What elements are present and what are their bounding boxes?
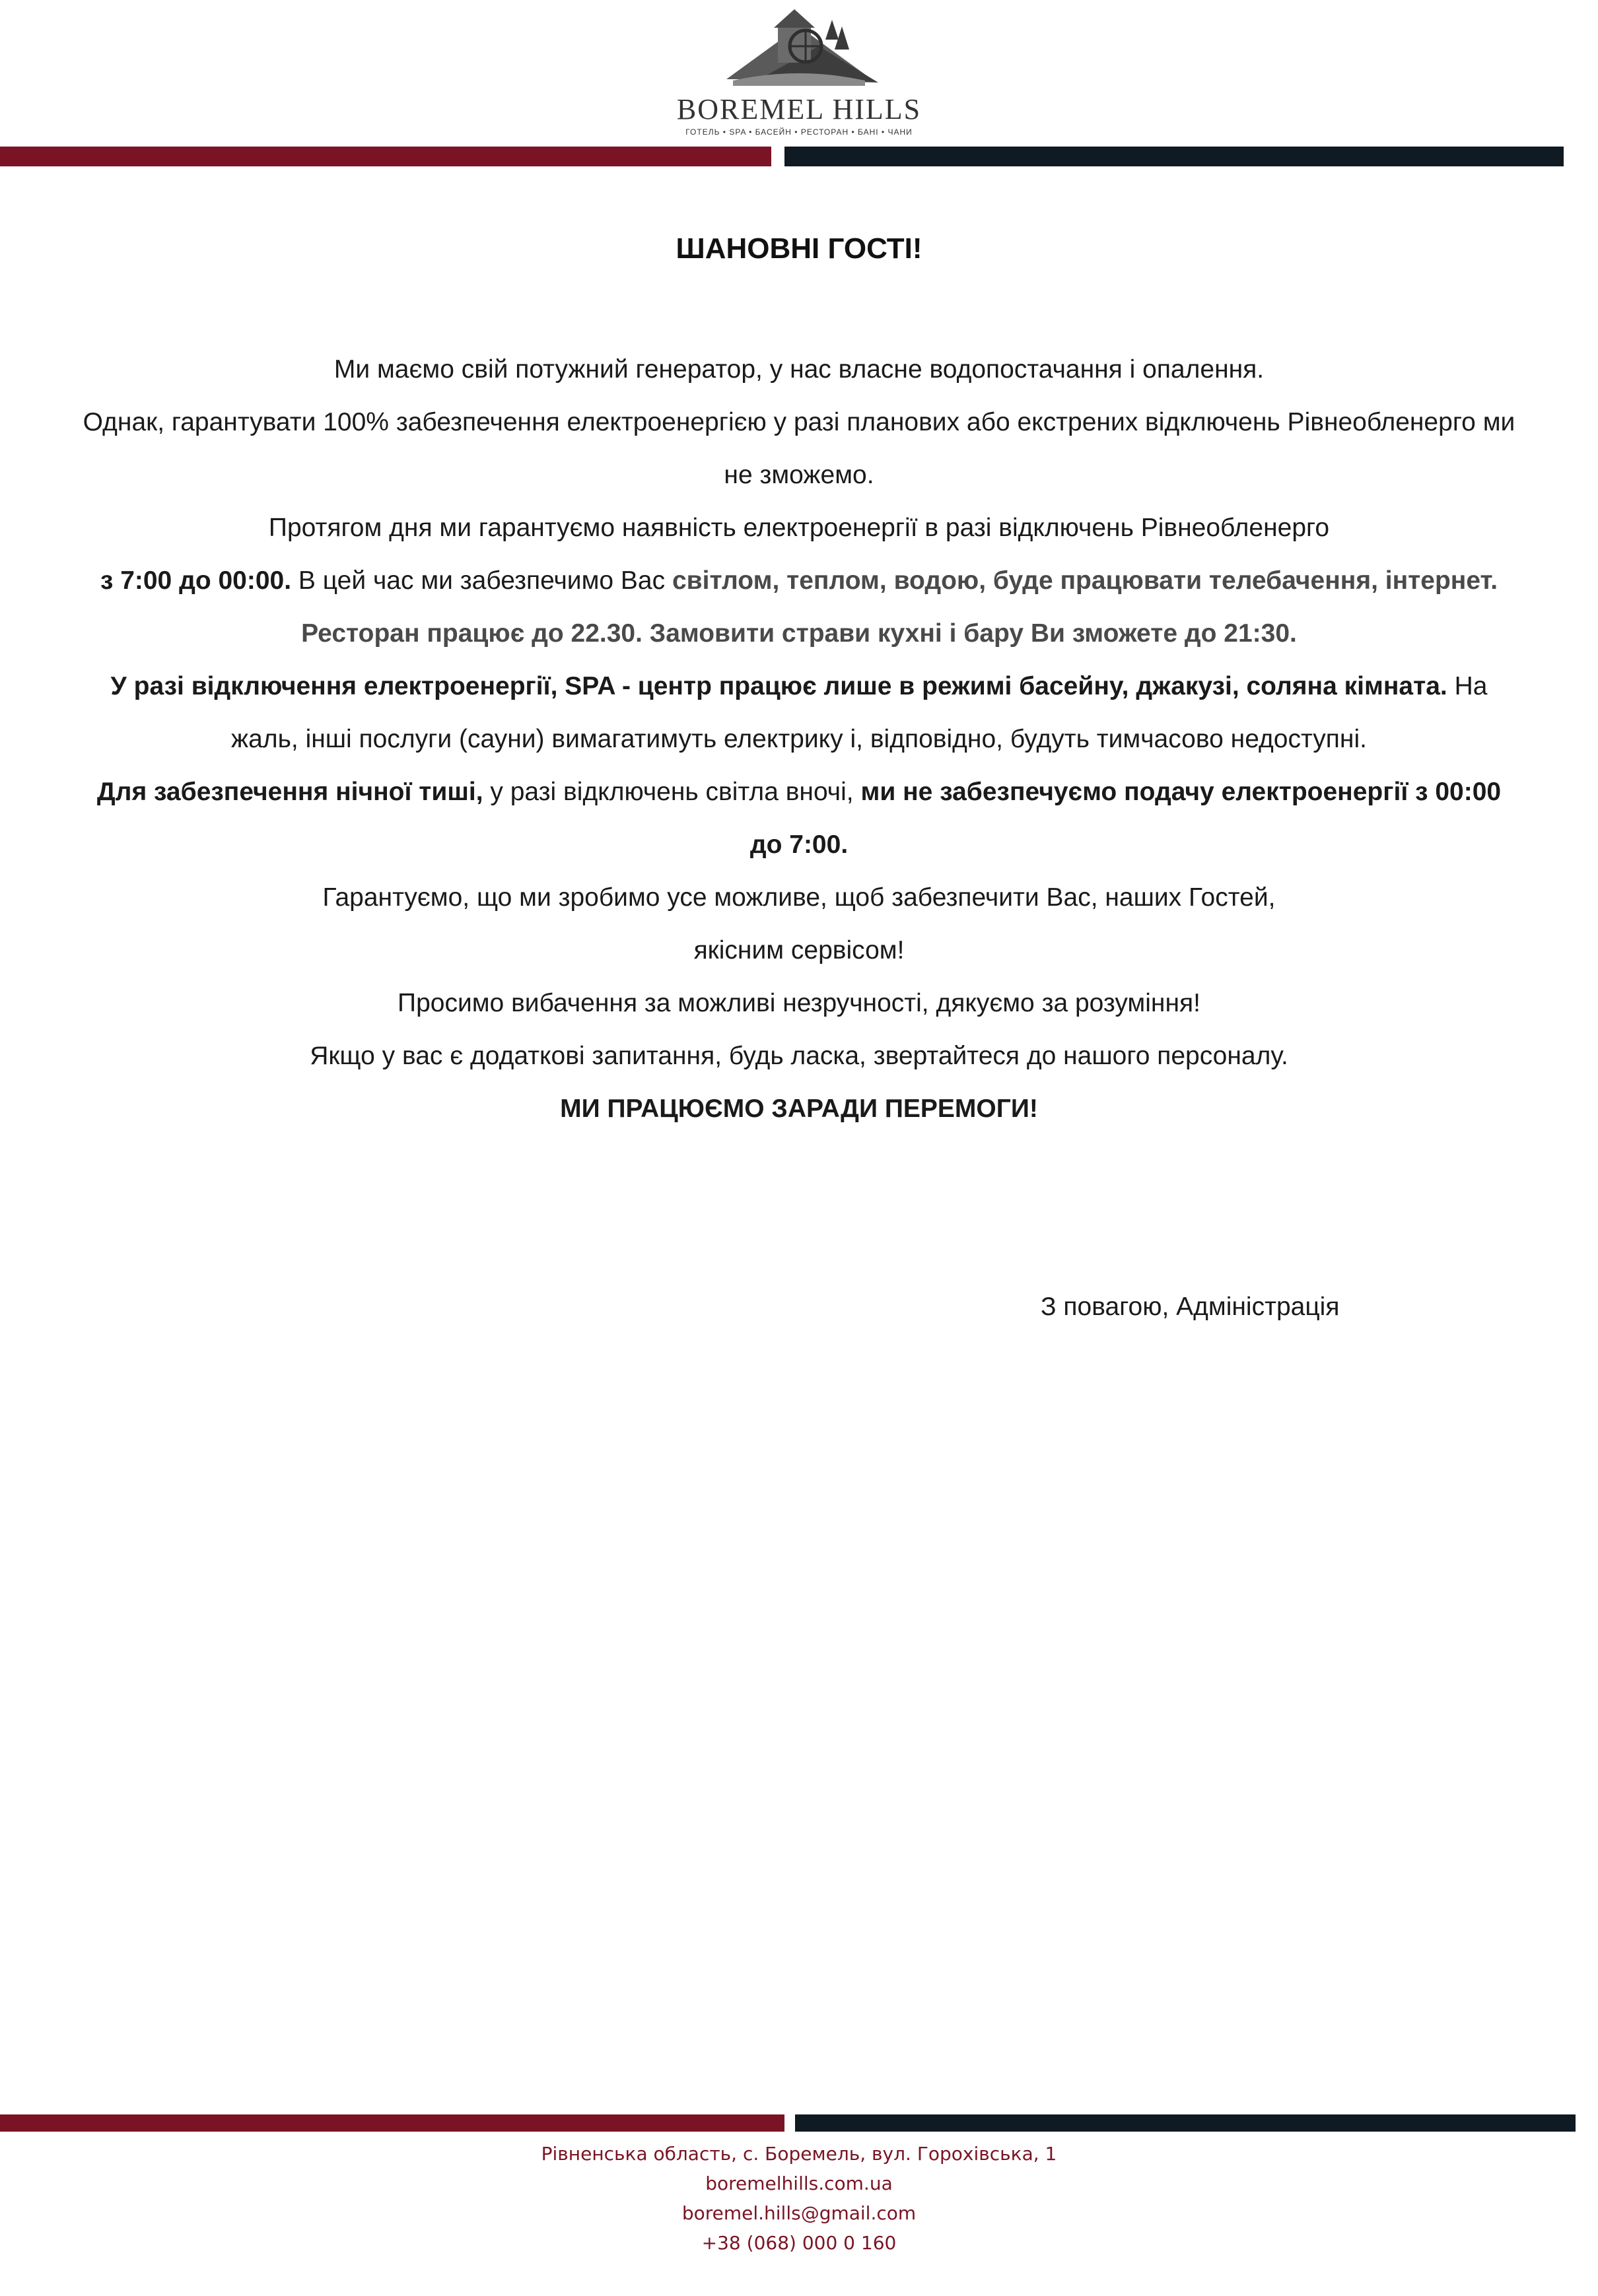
footer-contacts xyxy=(0,2139,1598,2258)
brand-tagline: ГОТЕЛЬ • SPA • БАСЕЙН • РЕСТОРАН • БАНІ • ЧАНИ xyxy=(685,127,913,137)
night-bold2: ми не забезпечуємо подачу електроенергії з 00:00 до 7:00. xyxy=(749,778,1502,859)
footer-website[interactable]: boremelhills.com.ua xyxy=(705,2173,893,2194)
footer-address: Рівненська область, с. Боремель, вул. Горохівська, 1 xyxy=(541,2143,1057,2165)
para-apology: Просимо вибачення за можливі незручності, дякуємо за розуміння! xyxy=(398,989,1200,1017)
footer-email[interactable]: boremel.hills@gmail.com xyxy=(681,2202,917,2224)
page-title: ШАНОВНІ ГОСТІ! xyxy=(676,232,922,265)
spa-bold: У разі відключення електроенергії, SPA - центр працює лише в режимі басейну, джакузі, соляна кімната. xyxy=(110,672,1447,700)
para-daytime: Протягом дня ми гарантуємо наявність електроенергії в разі відключень Рівнеобленерго xyxy=(268,514,1330,542)
para-service-b: якісним сервісом! xyxy=(693,936,905,964)
signature: З повагою, Адміністрація xyxy=(1041,1293,1340,1321)
notice-body xyxy=(79,343,1519,1135)
footer-bar-dark xyxy=(795,2114,1576,2132)
para-generator: Ми маємо свій потужний генератор, у нас власне водопостачання і опалення. xyxy=(333,355,1265,384)
header-bar-red xyxy=(0,147,771,166)
para-victory: МИ ПРАЦЮЄМО ЗАРАДИ ПЕРЕМОГИ! xyxy=(560,1095,1038,1123)
brand-name: BOREMEL HILLS xyxy=(676,93,922,125)
night-bold: Для забезпечення нічної тиші, xyxy=(96,778,483,806)
para-guarantee: Однак, гарантувати 100% забезпечення електроенергією у разі планових або екстрених відключень Рівнеобленерго ми не зможемо. xyxy=(83,408,1515,489)
hours-text: В цей час ми забезпечимо Вас xyxy=(291,566,672,595)
para-questions: Якщо у вас є додаткові запитання, будь ласка, звертайтеся до нашого персоналу. xyxy=(310,1042,1288,1070)
para-spa xyxy=(79,660,1519,766)
para-night xyxy=(79,766,1519,871)
hours-services: світлом, теплом, водою, буде працювати телебачення, інтернет. xyxy=(672,566,1498,595)
night-text: у разі відключень світла вночі, xyxy=(483,778,861,806)
footer-bar-red xyxy=(0,2114,784,2132)
para-hours xyxy=(79,555,1519,607)
hours-range: з 7:00 до 00:00. xyxy=(100,566,292,595)
para-service-a: Гарантуємо, що ми зробимо усе можливе, щоб забезпечити Вас, наших Гостей, xyxy=(322,883,1276,912)
header-bar-dark xyxy=(784,147,1564,166)
spa-text: На жаль, інші послуги (сауни) вимагатимуть електрику і, відповідно, будуть тимчасово недоступні. xyxy=(231,672,1488,753)
footer-phone[interactable]: +38 (068) 000 0 160 xyxy=(701,2232,897,2254)
para-restaurant: Ресторан працює до 22.30. Замовити страви кухні і бару Ви зможете до 21:30. xyxy=(301,619,1297,648)
